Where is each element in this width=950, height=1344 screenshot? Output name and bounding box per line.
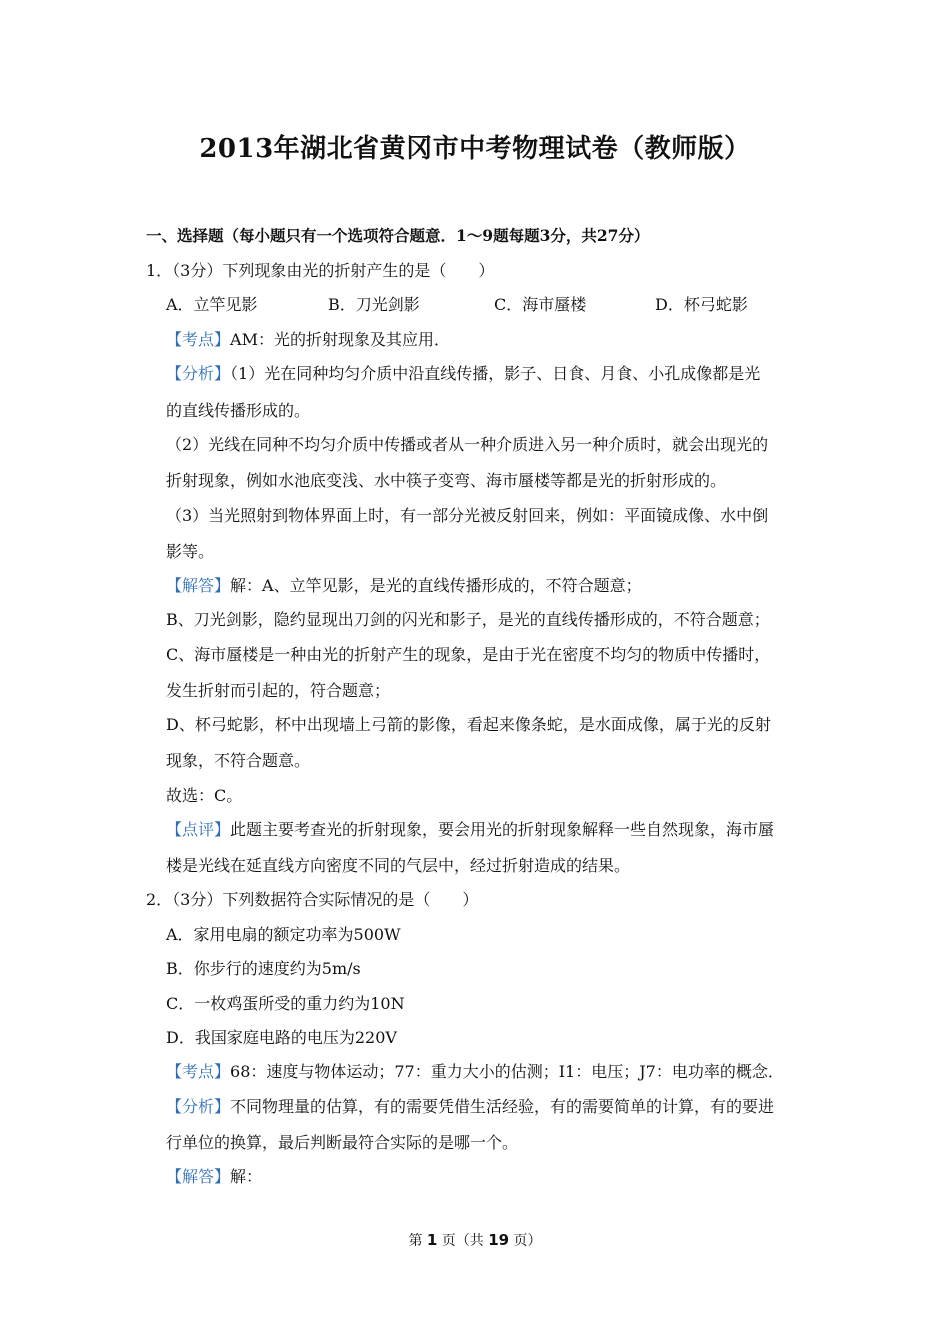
- q1-option-d: D．杯弓蛇影: [655, 295, 748, 314]
- footer-total-pages: 19: [488, 1231, 510, 1249]
- q1-option-a: A．立竿见影: [166, 295, 258, 314]
- q2-jieda-line1: 解：: [230, 1167, 263, 1186]
- q1-fenxi-line2: 的直线传播形成的。: [166, 401, 311, 420]
- q1-kaodian: [166, 330, 450, 350]
- q1-option-c: C．海市蜃楼: [494, 295, 587, 314]
- q1-jieda-line3: C、海市蜃楼是一种由光的折射产生的现象，是由于光在密度不均匀的物质中传播时，: [166, 645, 771, 664]
- q1-jieda-tag: 【解答】: [166, 576, 231, 595]
- q2-option-b: B．你步行的速度约为5m/s: [166, 959, 361, 978]
- q1-dianping: [166, 820, 774, 840]
- footer-suffix: 页）: [509, 1233, 542, 1249]
- q1-dianping-line2: 楼是光线在延直线方向密度不同的气层中，经过折射造成的结果。: [166, 856, 631, 875]
- q1-jieda-line6: 现象，不符合题意。: [166, 751, 311, 770]
- q1-jieda-line4: 发生折射而引起的，符合题意；: [166, 681, 391, 700]
- q2-kaodian-text: 68：速度与物体运动；77：重力大小的估测；I1：电压；J7：电功率的概念．: [230, 1062, 784, 1081]
- footer-middle: 页（共: [437, 1233, 489, 1249]
- q1-fenxi-line4: 折射现象，例如水池底变浅、水中筷子变弯、海市蜃楼等都是光的折射形成的。: [166, 471, 727, 490]
- q1-jieda: [166, 576, 642, 596]
- q1-fenxi: [166, 364, 760, 384]
- q1-kaodian-tag: 【考点】: [166, 330, 231, 349]
- q1-fenxi-line3: （2）光线在同种不均匀介质中传播或者从一种介质进入另一种介质时，就会出现光的: [166, 435, 769, 454]
- page-footer: [0, 1230, 950, 1250]
- q2-stem: 2．（3分）下列数据符合实际情况的是（ ）: [146, 890, 479, 909]
- page-title: 2013年湖北省黄冈市中考物理试卷（教师版）: [199, 134, 751, 164]
- q1-jieda-line7: 故选：C。: [166, 786, 243, 805]
- q1-jieda-line2: B、刀光剑影，隐约显现出刀剑的闪光和影子，是光的直线传播形成的，不符合题意；: [166, 610, 770, 629]
- q2-fenxi: [166, 1097, 774, 1117]
- q1-fenxi-line5: （3）当光照射到物体界面上时，有一部分光被反射回来，例如：平面镜成像、水中倒: [166, 506, 769, 525]
- q2-kaodian-tag: 【考点】: [166, 1062, 231, 1081]
- footer-page-number: 1: [426, 1231, 438, 1249]
- q1-dianping-tag: 【点评】: [166, 820, 231, 839]
- footer-prefix: 第: [408, 1233, 427, 1249]
- q1-fenxi-line6: 影等。: [166, 542, 215, 561]
- q1-kaodian-text: AM：光的折射现象及其应用．: [230, 330, 450, 349]
- q1-fenxi-line1: （1）光在同种均匀介质中沿直线传播，影子、日食、月食、小孔成像都是光: [230, 364, 761, 383]
- q2-fenxi-line2: 行单位的换算，最后判断最符合实际的是哪一个。: [166, 1133, 519, 1152]
- q2-option-d: D．我国家庭电路的电压为220V: [166, 1028, 397, 1047]
- q2-jieda: [166, 1167, 262, 1187]
- q1-dianping-line1: 此题主要考查光的折射现象，要会用光的折射现象解释一些自然现象，海市蜃: [230, 820, 775, 839]
- q1-option-b: B．刀光剑影: [328, 295, 420, 314]
- q1-fenxi-tag: 【分析】: [166, 364, 231, 383]
- q1-stem: 1．（3分）下列现象由光的折射产生的是（ ）: [146, 261, 495, 280]
- q2-fenxi-line1: 不同物理量的估算，有的需要凭借生活经验，有的需要简单的计算，有的要进: [230, 1097, 775, 1116]
- q1-jieda-line5: D、杯弓蛇影，杯中出现墙上弓箭的影像，看起来像条蛇，是水面成像，属于光的反射: [166, 715, 771, 734]
- q2-fenxi-tag: 【分析】: [166, 1097, 231, 1116]
- q2-kaodian: [166, 1062, 784, 1082]
- q1-jieda-line1: 解：A、立竿见影，是光的直线传播形成的，不符合题意；: [230, 576, 642, 595]
- q2-option-c: C．一枚鸡蛋所受的重力约为10N: [166, 994, 405, 1013]
- section-heading: 一、选择题（每小题只有一个选项符合题意．1～9题每题3分，共27分）: [146, 226, 650, 245]
- q1-options: [0, 295, 950, 315]
- q2-jieda-tag: 【解答】: [166, 1167, 231, 1186]
- q2-option-a: A．家用电扇的额定功率为500W: [166, 925, 401, 944]
